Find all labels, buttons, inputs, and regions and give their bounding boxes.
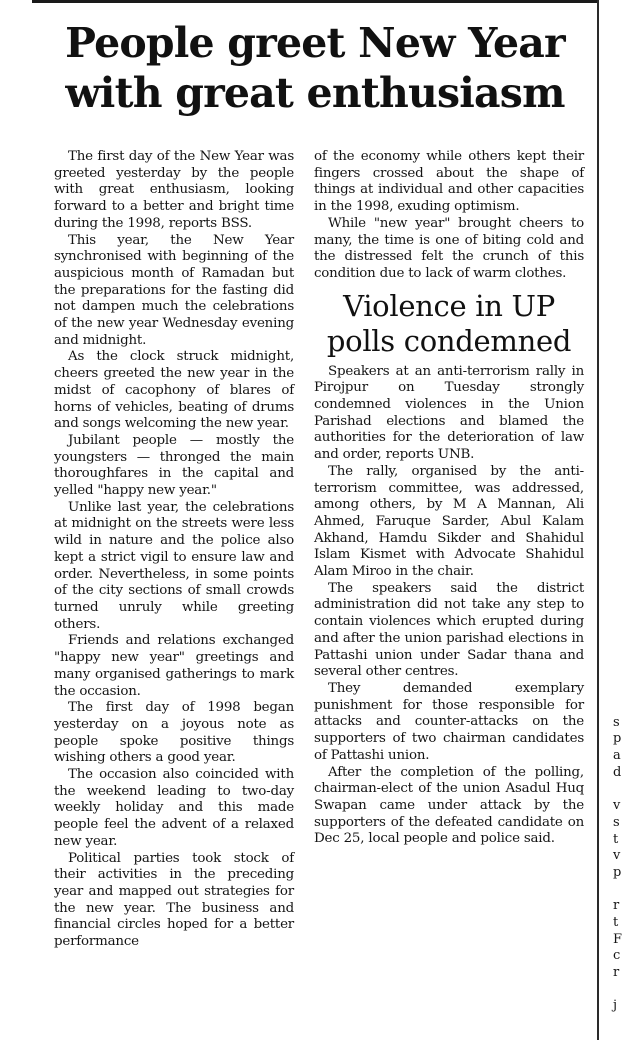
article-column-1 — [54, 149, 294, 951]
column-fragment-letter: s — [613, 815, 620, 830]
article-paragraph-continued: of the economy while others kept their fingers crossed about the shape of things at individual and other capacities in the 1998, exuding optimism. — [314, 149, 584, 215]
article-paragraph: Unlike last year, the celebrations at midnight on the streets were less wild in nature and the police also kept a strict vigil to ensure law and order. Nevertheless, in some points of the city sections of small crowds turned unruly while greeting others. — [54, 499, 294, 632]
article-column-2 — [314, 149, 584, 848]
article-paragraph: Jubilant people — mostly the youngsters — thronged the main thoroughfares in the capital and yelled "happy new year." — [54, 432, 294, 499]
column-fragment-letter: p — [613, 731, 622, 746]
column-fragment-letter: t — [613, 915, 619, 930]
top-rule — [32, 0, 598, 3]
article-paragraph: This year, the New Year synchronised with beginning of the auspicious month of Ramadan but the preparations for the fasting did not dampen much the celebrations of the new year Wednesday evening and midnight. — [54, 232, 294, 348]
adjacent-column-fragment — [610, 0, 622, 1040]
column-fragment-letter: r — [613, 965, 620, 980]
article-2-paragraph: Speakers at an anti-terrorism rally in Pirojpur on Tuesday strongly condemned violences in the Union Parishad elections and blamed the authorities for the deterioration of law and order, reports UNB. — [314, 363, 584, 463]
article-2-paragraph: The speakers said the district administration did not take any step to contain violences which erupted during and after the union parishad elections in Pattashi union under Sadar thana and several other centres. — [314, 580, 584, 680]
article-paragraph: The first day of the New Year was greeted yesterday by the people with great enthusiasm, looking forward to a better and bright time during the 1998, reports BSS. — [54, 149, 294, 231]
column-divider — [597, 0, 599, 1040]
column-fragment-letter: p — [613, 865, 622, 880]
column-fragment-letter: d — [613, 765, 622, 780]
article-2-paragraph: They demanded exemplary punishment for those responsible for attacks and counter-attacks on the supporters of two chairman candidates of Pattashi union. — [314, 680, 584, 763]
article-headline: People greet New Year with great enthusiasm — [65, 19, 565, 117]
column-fragment-letter: j — [613, 998, 618, 1013]
article-paragraph: Political parties took stock of their activities in the preceding year and mapped out strategies for the new year. The business and financial circles hoped for a better performance — [54, 850, 294, 950]
column-fragment-letter: t — [613, 832, 619, 847]
article-2-headline: Violence in UP polls condemned — [326, 288, 572, 358]
column-fragment-letter: r — [613, 898, 620, 913]
article-paragraph: While "new year" brought cheers to many, the time is one of biting cold and the distressed felt the crunch of this condition due to lack of warm clothes. — [314, 215, 584, 281]
column-fragment-letter: F — [613, 932, 622, 947]
article-paragraph: The first day of 1998 began yesterday on a joyous note as people spoke positive things wishing others a good year. — [54, 700, 294, 766]
article-paragraph: Friends and relations exchanged "happy new year" greetings and many organised gatherings to mark the occasion. — [54, 633, 294, 699]
article-2-paragraph: The rally, organised by the anti-terrorism committee, was addressed, among others, by M A Mannan, Ali Ahmed, Faruque Sarder, Abul Kalam Akhand, Hamdu Sikder and Shahidul Islam Kismet with Advocate Shahidul Alam Miroo in the chair. — [314, 463, 584, 580]
column-fragment-letter: s — [613, 715, 620, 730]
column-fragment-letter: v — [613, 798, 621, 813]
article-paragraph: As the clock struck midnight, cheers greeted the new year in the midst of cacophony of blares of horns of vehicles, beating of drums and songs welcoming the new year. — [54, 349, 294, 432]
column-fragment-letter: a — [613, 748, 621, 763]
column-fragment-letter: v — [613, 848, 621, 863]
article-2-paragraph: After the completion of the polling, chairman-elect of the union Asadul Huq Swapan came under attack by the supporters of the defeated candidate on Dec 25, local people and police said. — [314, 764, 584, 847]
column-fragment-letter: c — [613, 948, 621, 963]
article-paragraph: The occasion also coincided with the weekend leading to two-day weekly holiday and this made people feel the advent of a relaxed new year. — [54, 767, 294, 849]
